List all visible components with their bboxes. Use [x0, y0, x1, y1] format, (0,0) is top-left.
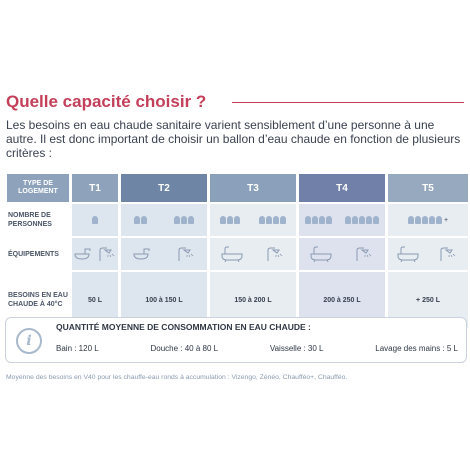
person-icon	[259, 216, 265, 224]
corner-label: TYPE DE LOGEMENT	[7, 174, 69, 202]
persons-row	[7, 204, 468, 236]
person-icon	[227, 216, 233, 224]
needs-value: + 250 L	[388, 272, 468, 328]
persons-cell	[210, 204, 296, 236]
person-icon	[319, 216, 325, 224]
person-icon	[436, 216, 442, 224]
person-icon	[312, 216, 318, 224]
equipment-row	[7, 238, 468, 270]
person-icon	[188, 216, 194, 224]
persons-icon-group	[345, 216, 379, 224]
shower-icon	[175, 246, 197, 262]
person-icon	[352, 216, 358, 224]
equipment-cell	[388, 238, 468, 270]
consumption-item: Vaisselle : 30 L	[269, 344, 324, 353]
persons-group	[299, 204, 385, 236]
info-icon: i	[16, 328, 42, 354]
person-icon	[422, 216, 428, 224]
consumption-item: Bain : 120 L	[56, 344, 99, 353]
equipment-cell	[210, 238, 296, 270]
persons-icon-group	[408, 216, 448, 224]
shower-icon	[96, 246, 118, 262]
person-icon	[359, 216, 365, 224]
person-icon	[141, 216, 147, 224]
person-icon	[134, 216, 140, 224]
person-icon	[305, 216, 311, 224]
persons-icon-group	[134, 216, 147, 224]
needs-value: 150 à 200 L	[210, 272, 296, 328]
person-icon	[92, 216, 98, 224]
equipment-cell	[121, 238, 207, 270]
person-icon	[429, 216, 435, 224]
persons-group	[121, 204, 207, 236]
person-icon	[373, 216, 379, 224]
basin-icon	[132, 246, 154, 262]
persons-group	[72, 204, 118, 236]
person-icon	[415, 216, 421, 224]
person-icon	[181, 216, 187, 224]
persons-icon-group	[174, 216, 194, 224]
column-header: T1	[72, 174, 118, 202]
table-header-row	[7, 174, 468, 202]
row-label: BESOINS EN EAU CHAUDE À 40°C	[8, 292, 68, 308]
column-header: T4	[299, 174, 385, 202]
person-icon	[266, 216, 272, 224]
consumption-items	[56, 344, 458, 353]
bathtub-icon	[397, 246, 419, 262]
person-icon	[326, 216, 332, 224]
persons-icon-group	[220, 216, 240, 224]
column-header: T5	[388, 174, 468, 202]
person-icon	[220, 216, 226, 224]
plus-label: +	[443, 217, 449, 224]
persons-icon-group	[259, 216, 286, 224]
bathtub-icon	[310, 246, 332, 262]
needs-value: 100 à 150 L	[121, 272, 207, 328]
equipment-cell	[299, 238, 385, 270]
consumption-item: Douche : 40 à 80 L	[150, 344, 219, 353]
person-icon	[366, 216, 372, 224]
needs-value: 50 L	[72, 272, 118, 328]
persons-cell	[299, 204, 385, 236]
person-icon	[408, 216, 414, 224]
basin-icon	[73, 246, 95, 262]
shower-icon	[264, 246, 286, 262]
persons-icon-group	[92, 216, 98, 224]
persons-cell	[121, 204, 207, 236]
row-label: ÉQUIPEMENTS	[8, 250, 59, 258]
equipment-cell	[72, 238, 118, 270]
bathtub-icon	[221, 246, 243, 262]
person-icon	[174, 216, 180, 224]
consumption-box	[5, 317, 467, 363]
persons-icon-group	[305, 216, 332, 224]
person-icon	[273, 216, 279, 224]
column-header: T3	[210, 174, 296, 202]
person-icon	[345, 216, 351, 224]
consumption-item: Lavage des mains : 5 L	[375, 344, 458, 353]
row-label: NOMBRE DE PERSONNES	[8, 212, 52, 228]
shower-icon	[353, 246, 375, 262]
needs-value: 200 à 250 L	[299, 272, 385, 328]
capacity-table	[4, 172, 470, 330]
persons-group	[388, 204, 468, 236]
consumption-title: QUANTITÉ MOYENNE DE CONSOMMATION EN EAU CHAUDE :	[56, 322, 311, 332]
column-header: T2	[121, 174, 207, 202]
footnote: Moyenne des besoins en V40 pour les chauffe-eau ronds à accumulation : Vizengo, Zénéo, Chaufféo+, Chaufféo.	[6, 374, 348, 381]
persons-cell	[72, 204, 118, 236]
persons-cell	[388, 204, 468, 236]
shower-icon	[437, 246, 459, 262]
intro-text: Les besoins en eau chaude sanitaire varient sensiblement d’une personne à une autre. Il est donc important de choisir un ballon d’eau chaude en fonction de plusieurs critères :	[6, 118, 461, 160]
person-icon	[234, 216, 240, 224]
person-icon	[280, 216, 286, 224]
page-title: Quelle capacité choisir ?	[6, 92, 207, 111]
title-rule	[232, 102, 464, 103]
persons-group	[210, 204, 296, 236]
